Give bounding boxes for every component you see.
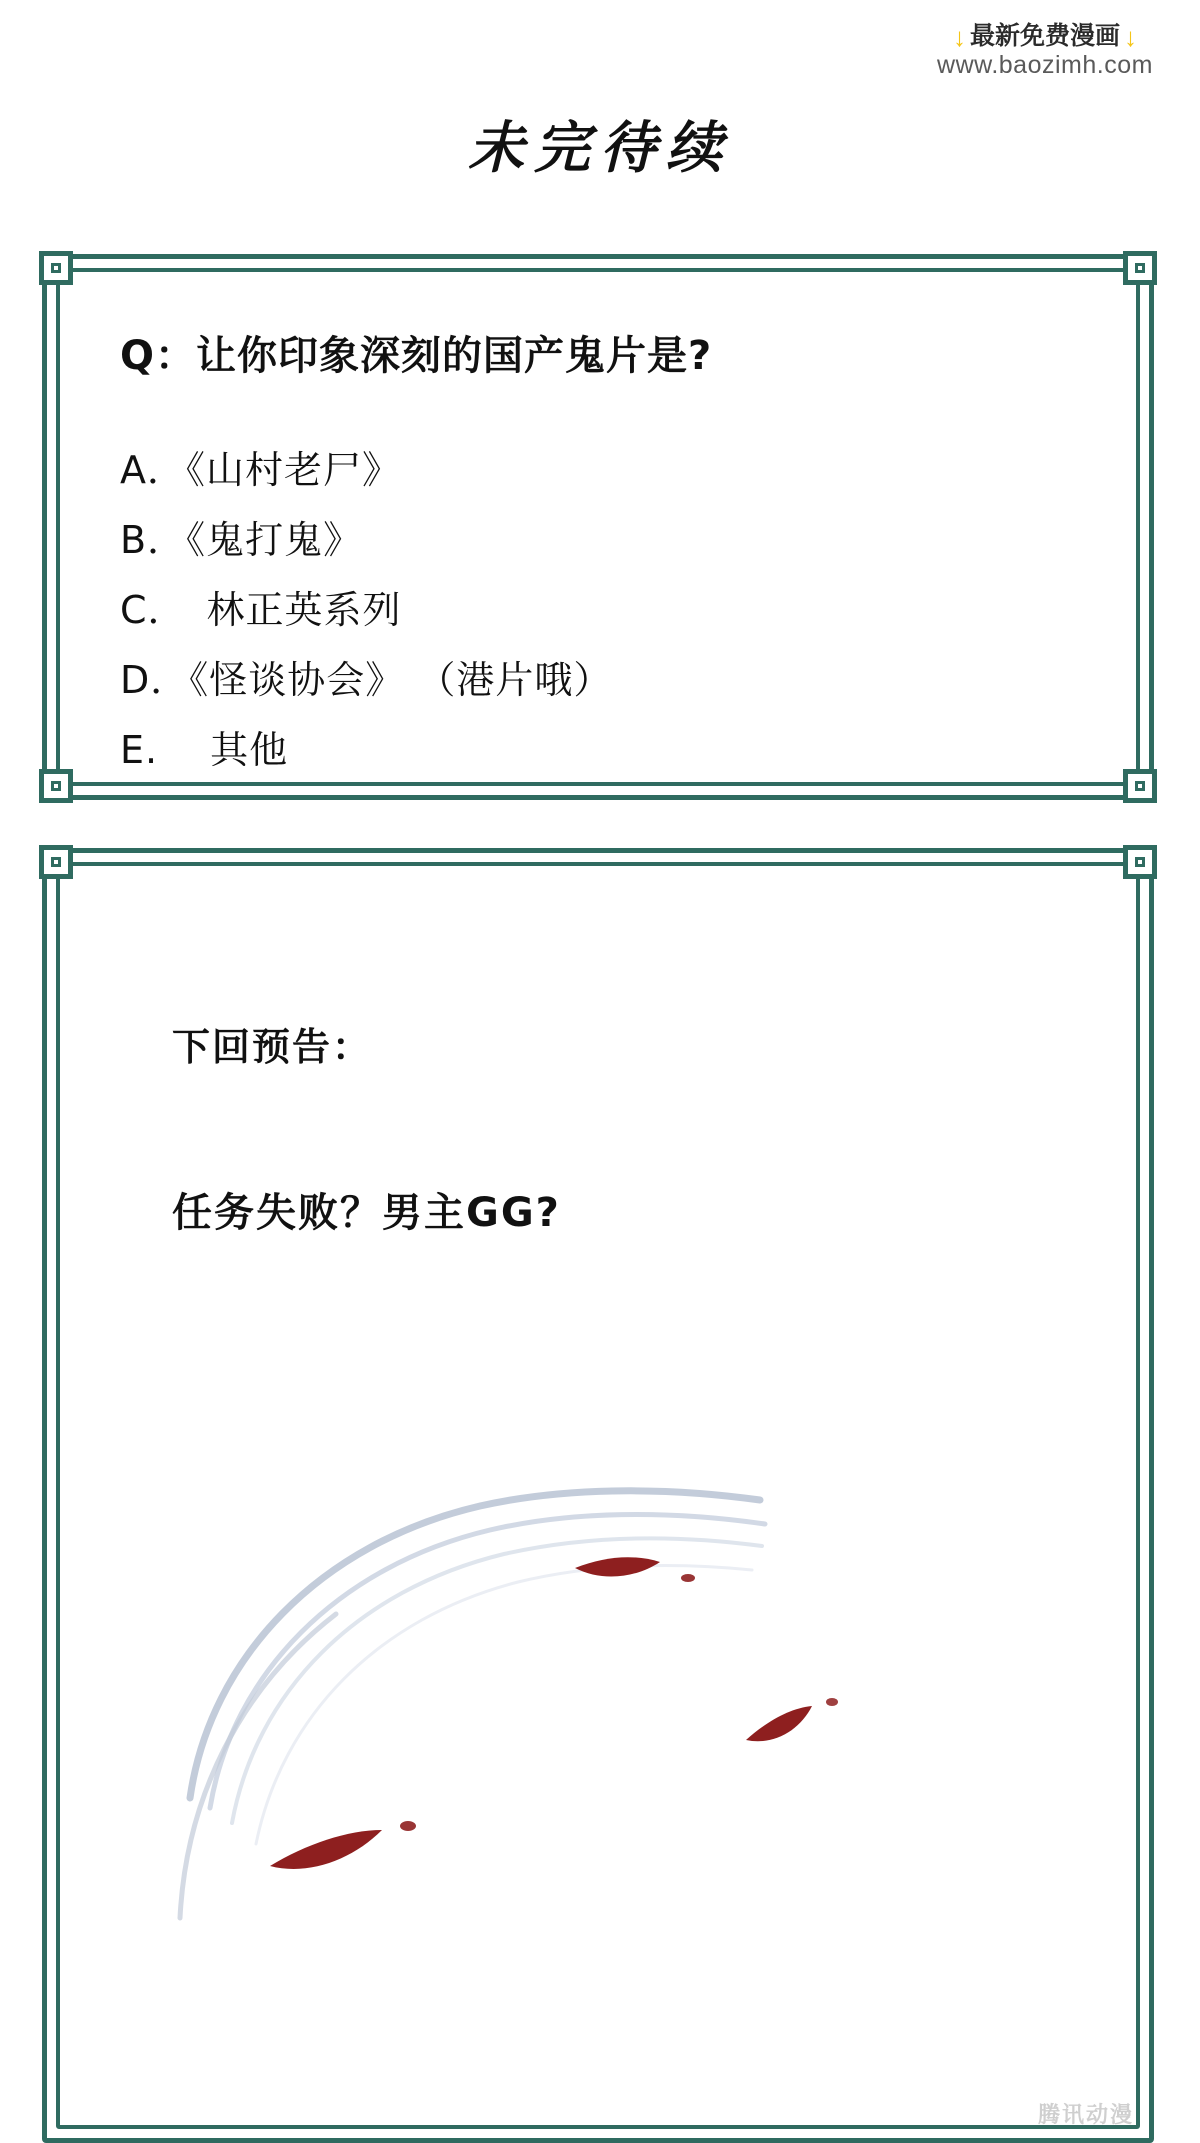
preview-corner-ornament-top-right: [1123, 845, 1157, 879]
studio-watermark: 腾讯动漫: [1037, 2103, 1134, 2128]
preview-panel: [42, 848, 1154, 2143]
corner-ornament-top-right: [1123, 251, 1157, 285]
corner-ornament-top-left: [39, 251, 73, 285]
watermark-url: www.baozimh.com: [937, 51, 1153, 79]
corner-ornament-bottom-left: [39, 769, 73, 803]
preview-text: 任务失败？男主GG?: [172, 1190, 561, 1236]
preview-content: [172, 1016, 1094, 1238]
watermark-title-row: [953, 22, 1137, 51]
arrow-down-icon-left: ↓: [952, 21, 966, 52]
arrow-down-icon-right: ↓: [1124, 21, 1137, 52]
preview-label: 下回预告：: [172, 1025, 373, 1069]
quiz-panel: [42, 254, 1154, 800]
quiz-content: [120, 324, 1094, 789]
quiz-option-b: B．《鬼打鬼》: [120, 518, 363, 562]
quiz-option-a: A．《山村老尸》: [120, 448, 401, 492]
quiz-option-e: E. 其他: [120, 728, 289, 772]
quiz-option-d: D．《怪谈协会》 （港片哦）: [120, 658, 613, 702]
preview-corner-ornament-top-left: [39, 845, 73, 879]
site-watermark: [900, 14, 1190, 88]
corner-ornament-bottom-right: [1123, 769, 1157, 803]
quiz-option-c: C． 林正英系列: [120, 588, 402, 632]
quiz-question: Q：让你印象深刻的国产鬼片是?: [120, 333, 713, 379]
to-be-continued-heading: 未完待续: [468, 115, 732, 181]
watermark-title: 最新免费漫画: [969, 22, 1120, 51]
